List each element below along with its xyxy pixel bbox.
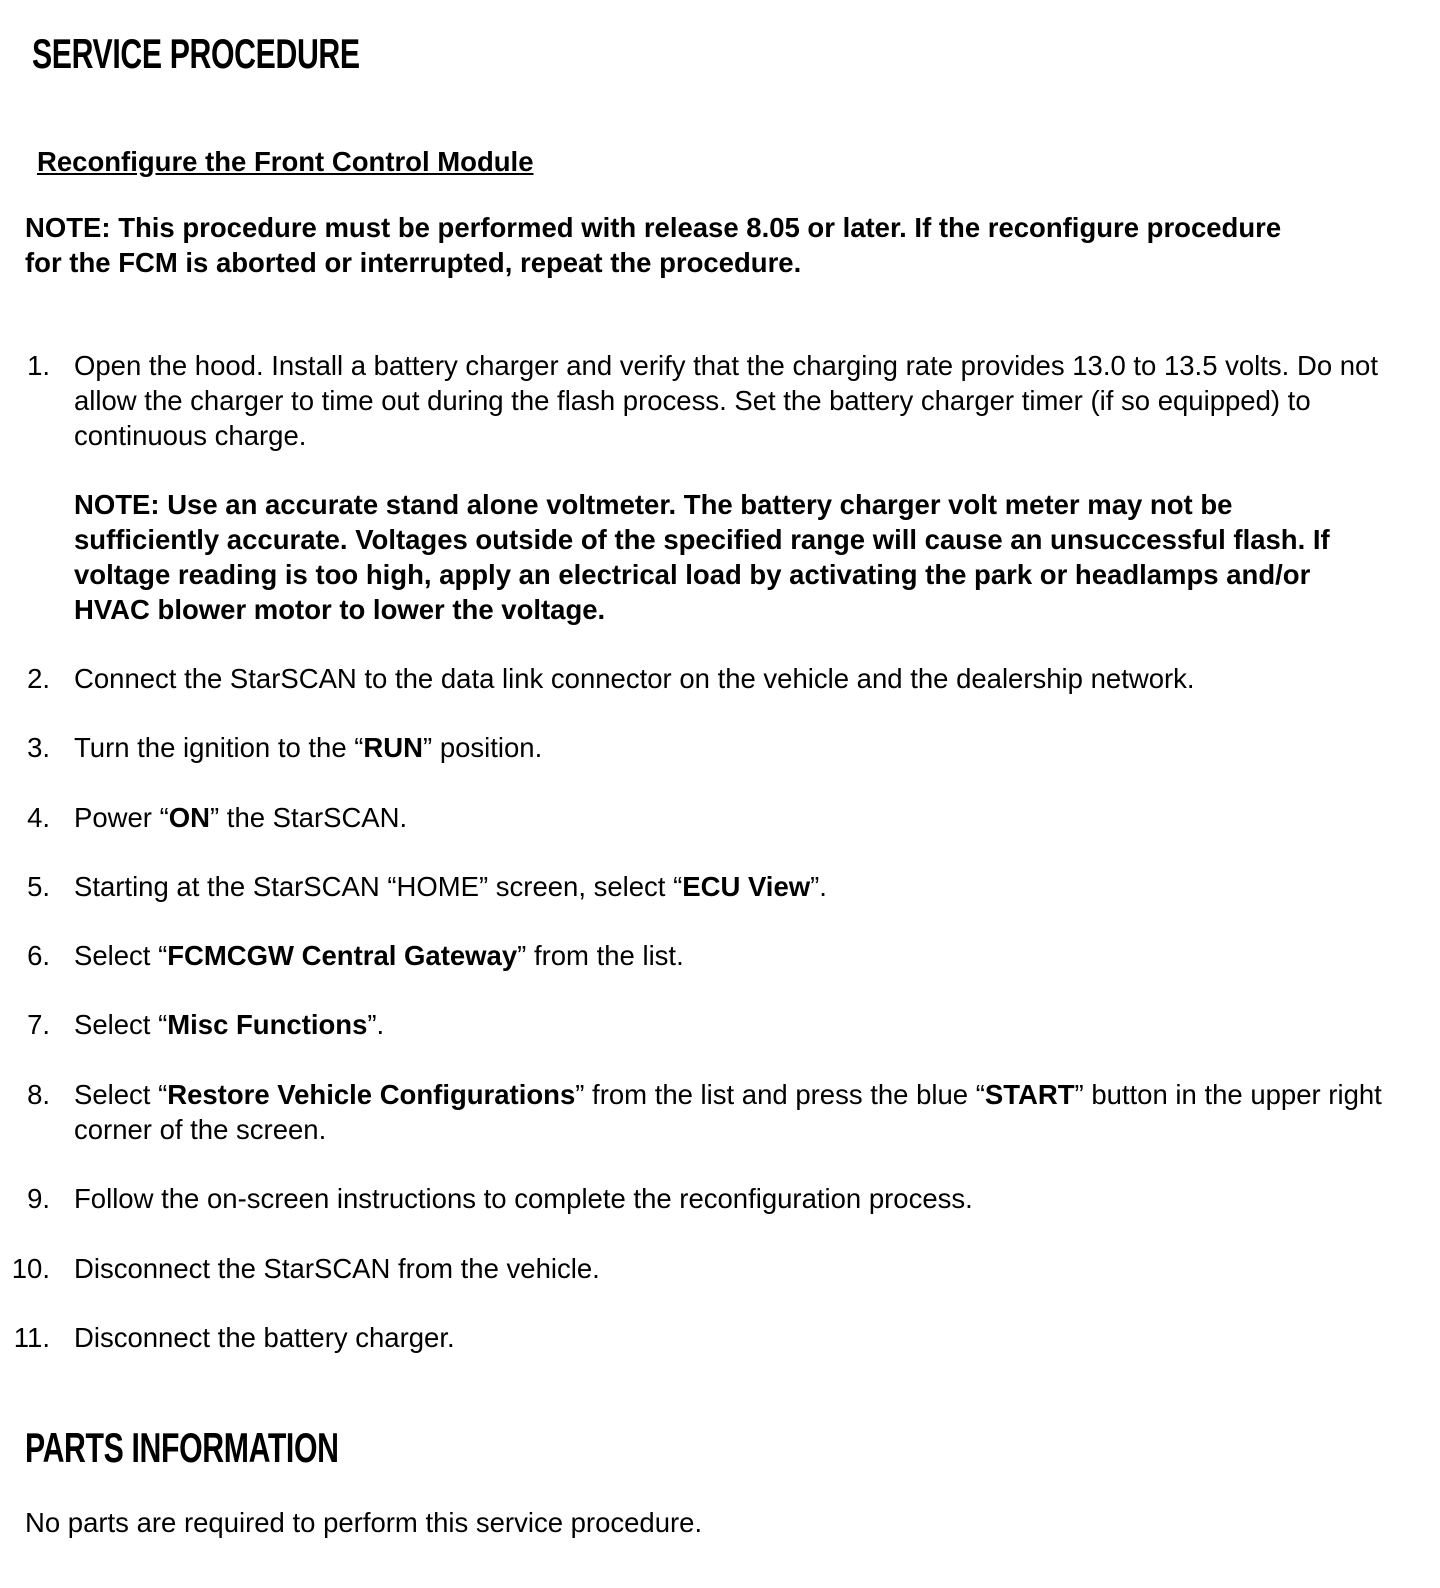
bold-text: Restore Vehicle Configurations [167,1079,576,1110]
procedure-note: NOTE: This procedure must be performed with release 8.05 or later. If the reconfigure procedure for the FCM is aborted or interrupted, repeat the procedure. [25,212,1282,278]
step-number: 11. [13,1322,50,1353]
step-text [74,938,1384,973]
text: ” the StarSCAN. [210,802,408,833]
step-text [74,730,1384,765]
step-number: 8. [27,1079,50,1110]
parts-text: No parts are required to perform this service procedure. [25,1507,703,1538]
step-number: 2. [27,663,50,694]
text: Select “ [74,940,168,971]
text: ”. [810,871,827,902]
voltmeter-note: NOTE: Use an accurate stand alone voltmeter. The battery charger volt meter may not be sufficiently accurate. Voltages outside of the specified range will cause an unsuccessful flash. If voltage reading is too high, apply an electrical load by activating the park or headlamps and/or HVAC blower motor to lower the voltage. [74,489,1330,625]
step-text: Disconnect the battery charger. [74,1322,455,1353]
step-text: Open the hood. Install a battery charger and verify that the charging rate provides 13.0 to 13.5 volts. Do not allow the charger to time out during the flash process. Set the battery charger timer (if so equipped) to continuous charge. [74,350,1378,451]
step-number: 6. [27,940,50,971]
text: ” from the list. [517,940,684,971]
text: Power “ [74,802,169,833]
bold-text: RUN [363,732,424,763]
step-number: 10. [11,1253,50,1284]
service-procedure-heading: SERVICE PROCEDURE [32,30,360,77]
step-text [74,1077,1384,1147]
text: ” from the list and press the blue “ [575,1079,985,1110]
text: ” position. [423,732,543,763]
parts-information-heading: PARTS INFORMATION [25,1424,339,1471]
text: Select “ [74,1079,168,1110]
bold-text: START [984,1079,1075,1110]
text: Turn the ignition to the “ [74,732,364,763]
bold-text: FCMCGW Central Gateway [167,940,518,971]
step-text: Follow the on-screen instructions to complete the reconfiguration process. [74,1183,973,1214]
text: Select “ [74,1009,168,1040]
bold-text: ECU View [682,871,811,902]
subheading: Reconfigure the Front Control Module [37,146,534,177]
step-number: 7. [27,1009,50,1040]
step-number: 1. [27,350,50,381]
step-number: 9. [27,1183,50,1214]
step-number: 5. [27,871,50,902]
step-text: Connect the StarSCAN to the data link connector on the vehicle and the dealership network. [74,663,1195,694]
step-text [74,800,1384,835]
step-number: 4. [27,802,50,833]
step-text: Disconnect the StarSCAN from the vehicle. [74,1253,600,1284]
step-text [74,869,1384,904]
text: Starting at the StarSCAN “HOME” screen, select “ [74,871,683,902]
bold-text: Misc Functions [167,1009,368,1040]
bold-text: ON [168,802,210,833]
step-text [74,1007,1384,1042]
text: ” button in the upper right corner of the screen. [74,1079,1382,1145]
step-number: 3. [27,732,50,763]
text: ”. [367,1009,385,1040]
